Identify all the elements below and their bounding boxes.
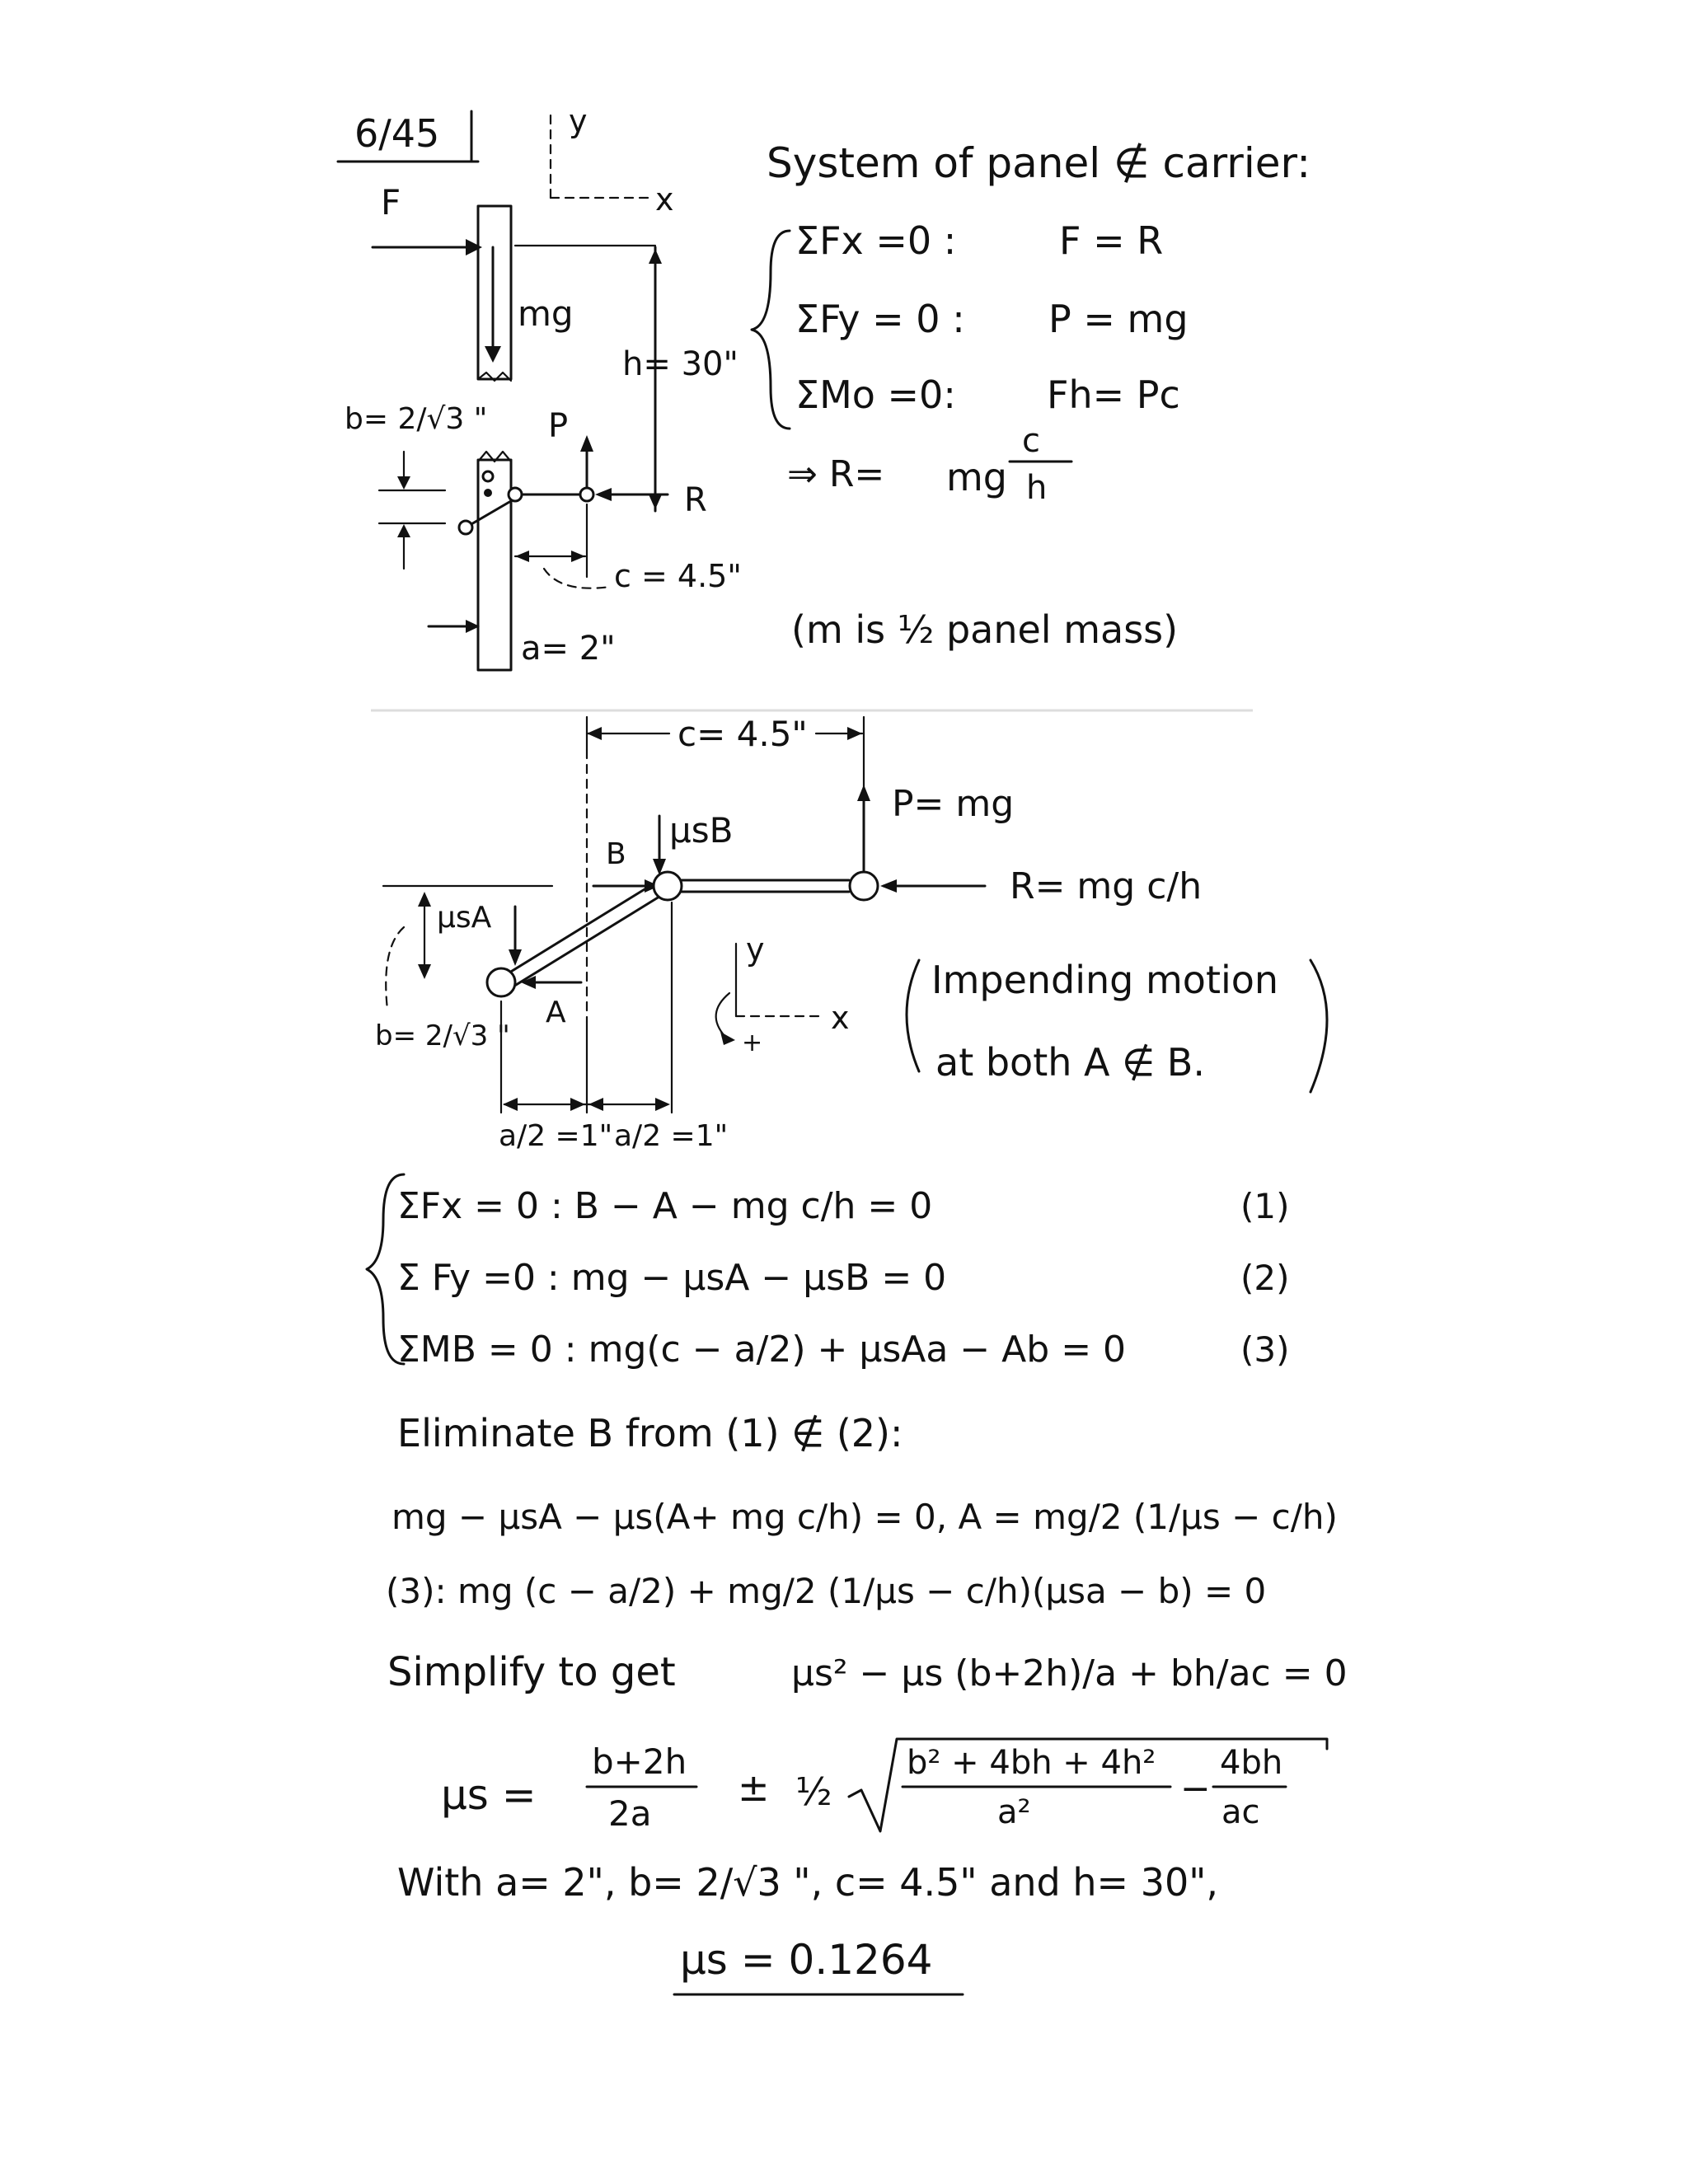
- simplify-label: Simplify to get: [387, 1649, 676, 1695]
- b-arrowhead-down: [397, 476, 410, 490]
- mu-frac-num: b+2h: [592, 1741, 687, 1782]
- sys-eq3-rhs: Fh= Pc: [1047, 373, 1180, 417]
- force-F-arrowhead: [466, 239, 482, 255]
- c-arrow-right: [571, 551, 585, 562]
- impending-paren-left: [907, 960, 919, 1071]
- mu-rad-minus: −: [1180, 1768, 1211, 1810]
- mid-half-a-1: a/2 =1": [499, 1119, 613, 1153]
- weight-mg-label: mg: [518, 293, 574, 334]
- mid-b-label: b= 2/√3 ": [375, 1019, 510, 1052]
- force-R-arrowhead: [595, 488, 612, 501]
- carrier-link: [466, 499, 515, 527]
- weight-arrowhead: [485, 346, 501, 363]
- mid-muA-arrowhead: [509, 949, 522, 966]
- mid-muB-label: μsB: [669, 810, 734, 851]
- lower-panel: [478, 460, 511, 670]
- mid-b-leader: [386, 927, 404, 1010]
- mid-R-label: R= mg c/h: [1010, 865, 1203, 907]
- carrier-pin-B: [509, 488, 522, 501]
- mid-muA-label: μsA: [437, 901, 492, 935]
- solve-A-line: mg − μsA − μs(A+ mg c/h) = 0, A = mg/2 (1/μs − c/h): [392, 1497, 1338, 1537]
- force-R-label: R: [684, 481, 707, 519]
- mu-rad-den: a²: [997, 1793, 1031, 1831]
- problem-number: 6/45: [354, 111, 440, 156]
- eq-3: ΣMB = 0 : mg(c − a/2) + μsAa − Ab = 0: [397, 1329, 1127, 1371]
- mid-a-arrow-3: [588, 1098, 603, 1111]
- sys-result-mg: mg: [946, 455, 1008, 499]
- carrier-pin-A: [459, 521, 472, 534]
- mid-A-label: A: [546, 996, 566, 1029]
- eq-2: Σ Fy =0 : mg − μsA − μsB = 0: [397, 1257, 947, 1299]
- mid-b-arrow-bottom: [418, 964, 431, 979]
- impending-paren-right: [1311, 960, 1327, 1092]
- mu-frac-den: 2a: [608, 1793, 652, 1834]
- eq-3-tag: (3): [1240, 1329, 1290, 1370]
- mid-link-top-edge: [503, 880, 659, 977]
- carrier-pin-P: [580, 488, 593, 501]
- c-leader: [544, 569, 610, 588]
- mu-rad2-num: 4bh: [1220, 1744, 1283, 1782]
- mid-pin-P: [850, 872, 878, 900]
- eq-1: ΣFx = 0 : B − A − mg c/h = 0: [397, 1185, 933, 1227]
- mid-c-arrow-right: [847, 727, 862, 740]
- eq-1-tag: (1): [1240, 1186, 1290, 1226]
- system-brace: [752, 231, 790, 429]
- sys-note: (m is ½ panel mass): [791, 607, 1179, 652]
- sub-3-line: (3): mg (c − a/2) + mg/2 (1/μs − c/h)(μsa − b) = 0: [386, 1571, 1267, 1611]
- mid-axis-x-label: x: [831, 1000, 850, 1036]
- sys-eq1-rhs: F = R: [1059, 218, 1164, 263]
- mid-c-arrow-left: [587, 727, 602, 740]
- mid-c-label: c= 4.5": [678, 714, 808, 754]
- sys-eq1-lhs: ΣFx =0 :: [795, 218, 957, 263]
- axis-x-label: x: [655, 181, 674, 218]
- mid-R-arrowhead: [880, 879, 897, 893]
- mu-half: ½: [795, 1769, 832, 1814]
- mid-a-arrow-1: [503, 1098, 518, 1111]
- mid-axis-y-label: y: [746, 931, 765, 968]
- c-arrow-left: [515, 551, 529, 562]
- mid-P-label: P= mg: [892, 783, 1015, 825]
- mid-half-a-2: a/2 =1": [614, 1119, 729, 1153]
- mid-moment-plus: +: [742, 1029, 763, 1057]
- middle-diagram: [375, 714, 1327, 1153]
- a-label: a= 2": [521, 630, 616, 668]
- mu-rad2-den: ac: [1221, 1793, 1260, 1831]
- mid-pin-B: [654, 872, 682, 900]
- top-diagram: [338, 103, 742, 670]
- mid-a-arrow-2: [570, 1098, 585, 1111]
- mid-P-arrowhead: [857, 785, 870, 801]
- with-line: With a= 2", b= 2/√3 ", c= 4.5" and h= 30",: [397, 1860, 1219, 1905]
- system-block: [752, 139, 1311, 652]
- impending-line-1: Impending motion: [931, 958, 1279, 1002]
- simplify-equation: μs² − μs (b+2h)/a + bh/ac = 0: [791, 1652, 1348, 1694]
- sys-result-den: h: [1026, 469, 1048, 507]
- mid-moment-arrowhead: [720, 1032, 735, 1045]
- top-b-label: b= 2/√3 ": [345, 402, 488, 436]
- height-label: h= 30": [622, 345, 738, 383]
- mid-moment-arrow: [716, 993, 729, 1037]
- final-answer: μs = 0.1264: [680, 1936, 933, 1984]
- mu-pm: ±: [738, 1765, 770, 1810]
- panel-dot: [484, 489, 492, 497]
- sys-eq2-rhs: P = mg: [1048, 297, 1189, 341]
- mid-b-arrow-top: [418, 892, 431, 907]
- height-arrow-bottom: [649, 494, 662, 509]
- equation-block: [367, 1174, 1348, 1994]
- force-P-arrowhead: [580, 435, 593, 452]
- height-arrow-top: [649, 249, 662, 264]
- eq-2-tag: (2): [1240, 1258, 1290, 1298]
- force-P-label: P: [548, 407, 569, 445]
- mid-B-label: B: [606, 837, 626, 871]
- c-label: c = 4.5": [614, 558, 742, 594]
- eliminate-line: Eliminate B from (1) ∉ (2):: [397, 1411, 903, 1455]
- sys-result-prefix: ⇒ R=: [787, 453, 885, 495]
- b-arrowhead-up: [397, 524, 410, 537]
- mu-lhs: μs =: [441, 1771, 537, 1819]
- axis-y-label: y: [569, 103, 588, 139]
- sys-eq3-lhs: ΣMo =0:: [795, 373, 956, 417]
- force-F-label: F: [381, 182, 401, 223]
- mu-rad-num: b² + 4bh + 4h²: [907, 1744, 1156, 1782]
- sys-eq2-lhs: ΣFy = 0 :: [795, 297, 965, 341]
- system-heading: System of panel ∉ carrier:: [767, 139, 1311, 187]
- mid-pin-A: [487, 968, 515, 996]
- panel-hole-1: [483, 471, 493, 481]
- impending-line-2: at both A ∉ B.: [935, 1040, 1205, 1085]
- sys-result-num: c: [1022, 422, 1040, 460]
- mid-a-arrow-4: [655, 1098, 670, 1111]
